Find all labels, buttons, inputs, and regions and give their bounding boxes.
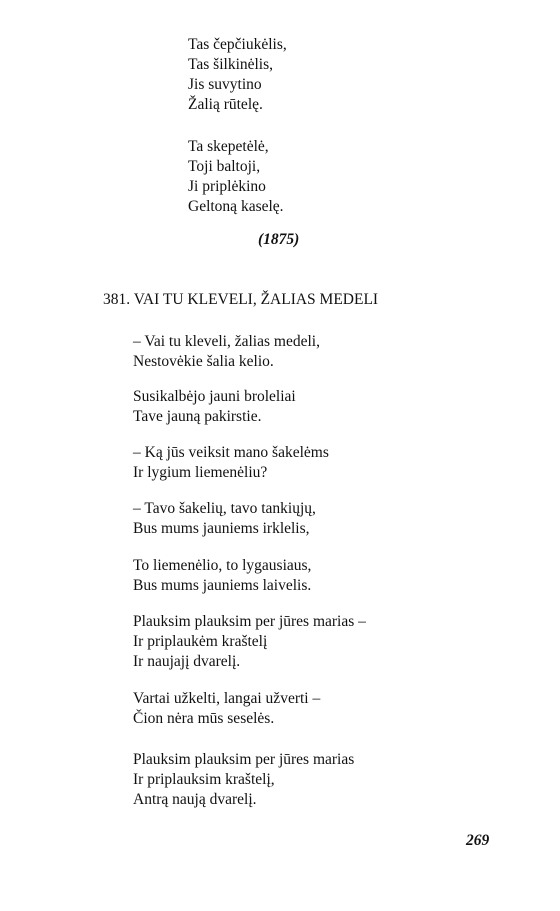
song-line: Ir priplaukėm kraštelį — [133, 633, 268, 650]
song-line: – Tavo šakelių, tavo tankiųjų, — [133, 500, 316, 517]
poem-line: Ji priplėkino — [188, 178, 266, 195]
poem-line: Toji baltoji, — [188, 158, 261, 175]
song-stanza — [133, 750, 354, 810]
song-line: Antrą naują dvarelį. — [133, 791, 257, 808]
poem-line: Jis suvytino — [188, 76, 262, 93]
song-line: Plauksim plauksim per jūres marias — [133, 751, 355, 768]
song-line: – Ką jūs veiksit mano šakelėms — [133, 444, 329, 461]
poem-line: Tas čepčiukėlis, — [188, 36, 287, 53]
poem-line: Ta skepetėlė, — [188, 138, 269, 155]
poem-line: Žalią rūtelę. — [188, 96, 263, 113]
song-stanza — [133, 612, 366, 672]
song-stanza — [133, 556, 311, 596]
song-line: Bus mums jauniems irklelis, — [133, 520, 310, 537]
song-line: Susikalbėjo jauni broleliai — [133, 388, 296, 405]
song-line: Nestovėkie šalia kelio. — [133, 353, 274, 370]
song-stanza — [133, 443, 329, 483]
poem-line: Tas šilkinėlis, — [188, 56, 274, 73]
song-line: Plauksim plauksim per jūres marias – — [133, 613, 366, 630]
song-line: Čion nėra mūs seselės. — [133, 710, 275, 727]
song-title: 381. VAI TU KLEVELI, ŽALIAS MEDELI — [103, 291, 379, 308]
song-line: To liemenėlio, to lygausiaus, — [133, 557, 312, 574]
song-line: Tave jauną pakirstie. — [133, 408, 262, 425]
song-line: – Vai tu kleveli, žalias medeli, — [133, 333, 320, 350]
song-line: Ir naujajį dvarelį. — [133, 653, 241, 670]
song-line: Bus mums jauniems laivelis. — [133, 577, 312, 594]
poem-stanza — [188, 35, 287, 115]
poem-line: Geltoną kaselę. — [188, 198, 284, 215]
page-number: 269 — [466, 832, 490, 849]
song-line: Ir priplauksim kraštelį, — [133, 771, 275, 788]
song-stanza — [133, 689, 320, 729]
song-stanza — [133, 499, 316, 539]
song-stanza — [133, 387, 296, 427]
poem-stanza — [188, 137, 284, 217]
poem-year: (1875) — [258, 231, 300, 248]
song-stanza — [133, 332, 320, 372]
song-line: Vartai užkelti, langai užverti – — [133, 690, 321, 707]
song-line: Ir lygium liemenėliu? — [133, 464, 268, 481]
